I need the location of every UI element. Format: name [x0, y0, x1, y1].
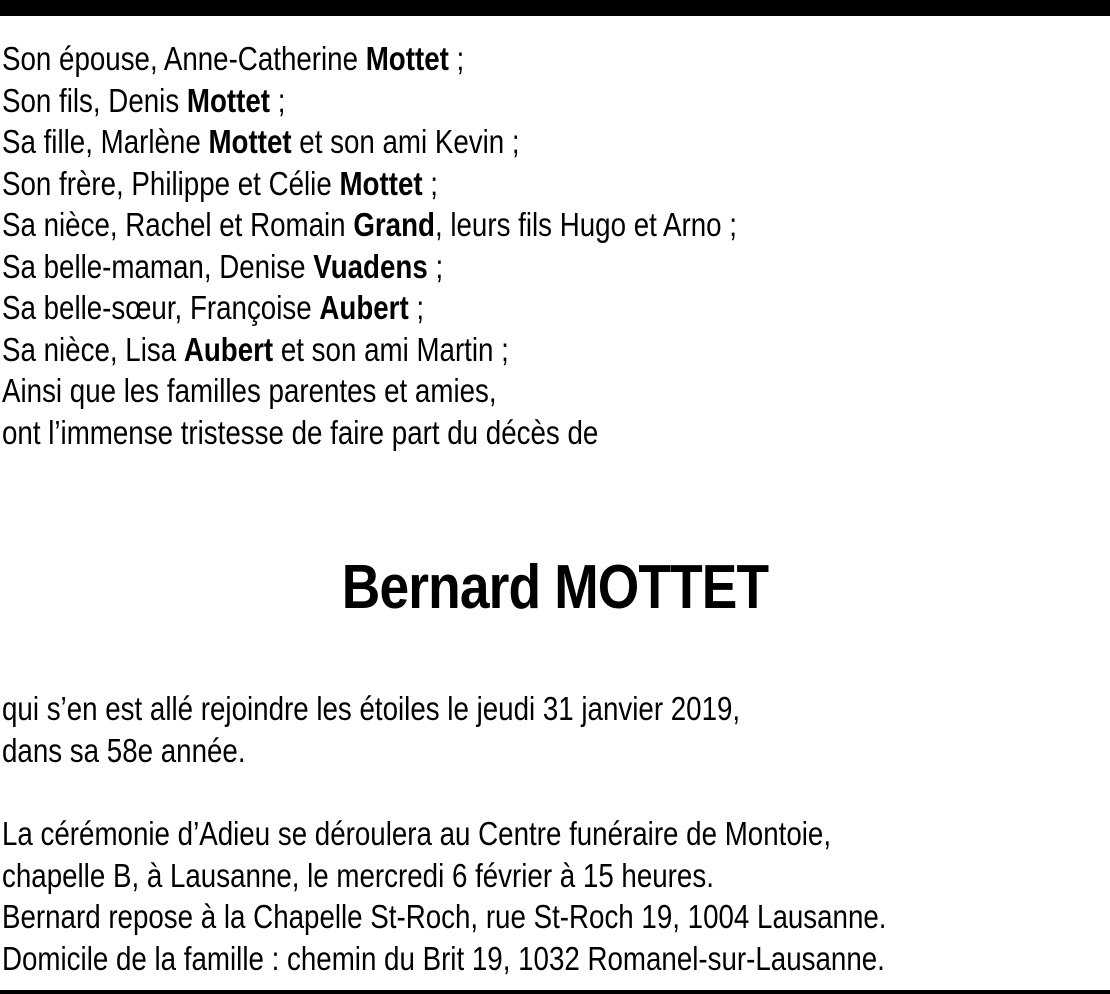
family-name: Aubert: [319, 289, 409, 326]
mourner-line: Sa nièce, Rachel et Romain Grand, leurs fils Hugo et Arno ;: [2, 206, 737, 243]
mourners-list: [2, 38, 877, 453]
mourner-line: Son frère, Philippe et Célie Mottet ;: [2, 164, 438, 202]
mourner-line: Sa nièce, Lisa Aubert et son ami Martin ;: [2, 330, 509, 368]
ceremony-line: Bernard repose à la Chapelle St-Roch, rue St-Roch 19, 1004 Lausanne.: [2, 898, 887, 935]
deceased-name: Bernard MOTTET: [341, 553, 769, 622]
passing-paragraph: [2, 688, 881, 771]
mourner-line: Sa fille, Marlène Mottet et son ami Kevin ;: [2, 123, 520, 160]
ceremony-paragraph: [2, 813, 1055, 979]
mourner-line: Son fils, Denis Mottet ;: [2, 81, 286, 119]
mourner-line: Sa belle-sœur, Françoise Aubert ;: [2, 289, 425, 326]
top-border-rule: [0, 0, 1110, 16]
bottom-border-rule: [0, 990, 1110, 994]
mourner-line: Sa belle-maman, Denise Vuadens ;: [2, 247, 444, 285]
family-name: Mottet: [208, 123, 292, 160]
family-name: Mottet: [365, 40, 449, 77]
family-name: Grand: [353, 206, 435, 243]
mourner-line: Son épouse, Anne-Catherine Mottet ;: [2, 40, 465, 77]
family-name: Aubert: [183, 330, 274, 368]
ceremony-line: chapelle B, à Lausanne, le mercredi 6 février à 15 heures.: [2, 856, 714, 894]
ceremony-line: Domicile de la famille : chemin du Brit 19, 1032 Romanel-sur-Lausanne.: [2, 939, 885, 977]
closing-line: Ainsi que les familles parentes et amies,: [2, 372, 497, 409]
passing-line: qui s’en est allé rejoindre les étoiles le jeudi 31 janvier 2019,: [2, 690, 741, 727]
passing-line: dans sa 58e année.: [2, 731, 246, 769]
ceremony-line: La cérémonie d’Adieu se déroulera au Centre funéraire de Montoie,: [2, 815, 832, 852]
family-name: Vuadens: [313, 247, 428, 285]
family-name: Mottet: [339, 164, 423, 202]
closing-line: ont l’immense tristesse de faire part du décès de: [2, 413, 599, 451]
family-name: Mottet: [186, 81, 271, 119]
